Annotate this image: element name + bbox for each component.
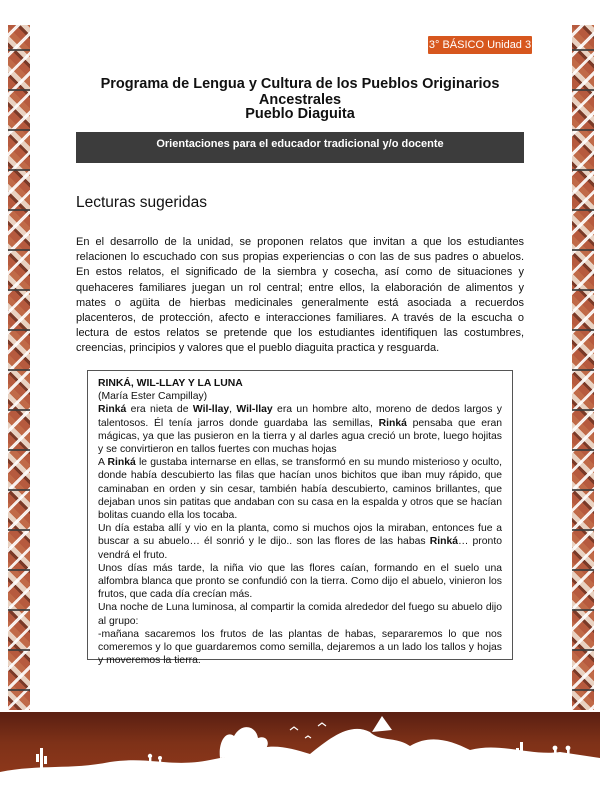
story-paragraph-5: Una noche de Luna luminosa, al compartir la comida alrededor del fuego su abuelo dijo al grupo: [98, 602, 502, 627]
footer-landscape [0, 712, 600, 800]
section-heading: Lecturas sugeridas [76, 194, 207, 211]
story-paragraph-4: Unos días más tarde, la niña vio que las flores caían, formando en el suelo una alfombra blanca que pronto se confundió con la tierra. Como dijo el abuelo, vinieron los frutos, que cada día crecían más. [98, 562, 502, 601]
story-paragraph-2: A Rinká le gustaba internarse en ellas, se transformó en su mundo misterioso y oculto, donde había descubierto las filas que hacían unos bichitos que iban muy rápido, que caminaban en orden y sin cesar, también había descubierto, caminos brillantes, que dejaban unos sin patitas que andaban con su casa en la espalda y otros que se hacían bolitas cuando ella los tocaba. [98, 457, 502, 522]
left-decorative-border [8, 25, 30, 710]
unit-badge: 3° BÁSICO Unidad 3 [428, 36, 532, 54]
section-bar: Orientaciones para el educador tradicional y/o docente [76, 132, 524, 163]
right-decorative-border [572, 25, 594, 710]
story-paragraph-6: -mañana sacaremos los frutos de las plantas de habas, separaremos lo que nos comeremos y lo que guardaremos como semilla, dejaremos a un lado los tallos y hojas y moveremos la tierra. [98, 628, 502, 667]
story-paragraph-3: Un día estaba allí y vio en la planta, como si muchos ojos la miraban, entonces fue a buscar a su abuelo… él sonrió y le dijo.. son las flores de las habas Rinká… pronto vendrá el fruto. [98, 523, 502, 561]
landscape-silhouette-icon [0, 712, 600, 800]
story-paragraph-1: Rinká era nieta de Wil-llay, Wil-llay era un hombre alto, moreno de dedos largos y talentosos. Él tenía jarros donde guardaba las semillas, Rinká pensaba que eran mágicas, ya que las pusieron en la tierra y al darles agua creció un brote, luego hojitas y se convirtieron en tallos fuertes con muchas hojas [98, 404, 502, 456]
story-author: (María Ester Campillay) [98, 391, 208, 403]
story-box [87, 370, 513, 667]
page-title: Programa de Lengua y Cultura de los Pueblos Originarios Ancestrales [100, 76, 500, 108]
story-title: RINKÁ, WIL-LLAY Y LA LUNA [98, 378, 243, 389]
page-subtitle: Pueblo Diaguita [245, 106, 355, 122]
intro-paragraph: En el desarrollo de la unidad, se proponen relatos que invitan a que los estudiantes relacionen lo escuchado con sus propias experiencias o con las de sus padres o abuelos. En estos relatos, el significado de la siembra y cosecha, así como de situaciones y quehaceres familiares juegan un rol central; entre ellos, la elaboración de alimentos y mates o agüita de hierbas medicinales generalmente está asociada a recuerdos placenteros, de protección, afecto e interacciones familiares. A través de la escucha o lectura de estos relatos se pretende que los estudiantes identifiquen las costumbres, creencias, principios y valores que el pueblo diaguita practica y resguarda. [76, 236, 524, 355]
